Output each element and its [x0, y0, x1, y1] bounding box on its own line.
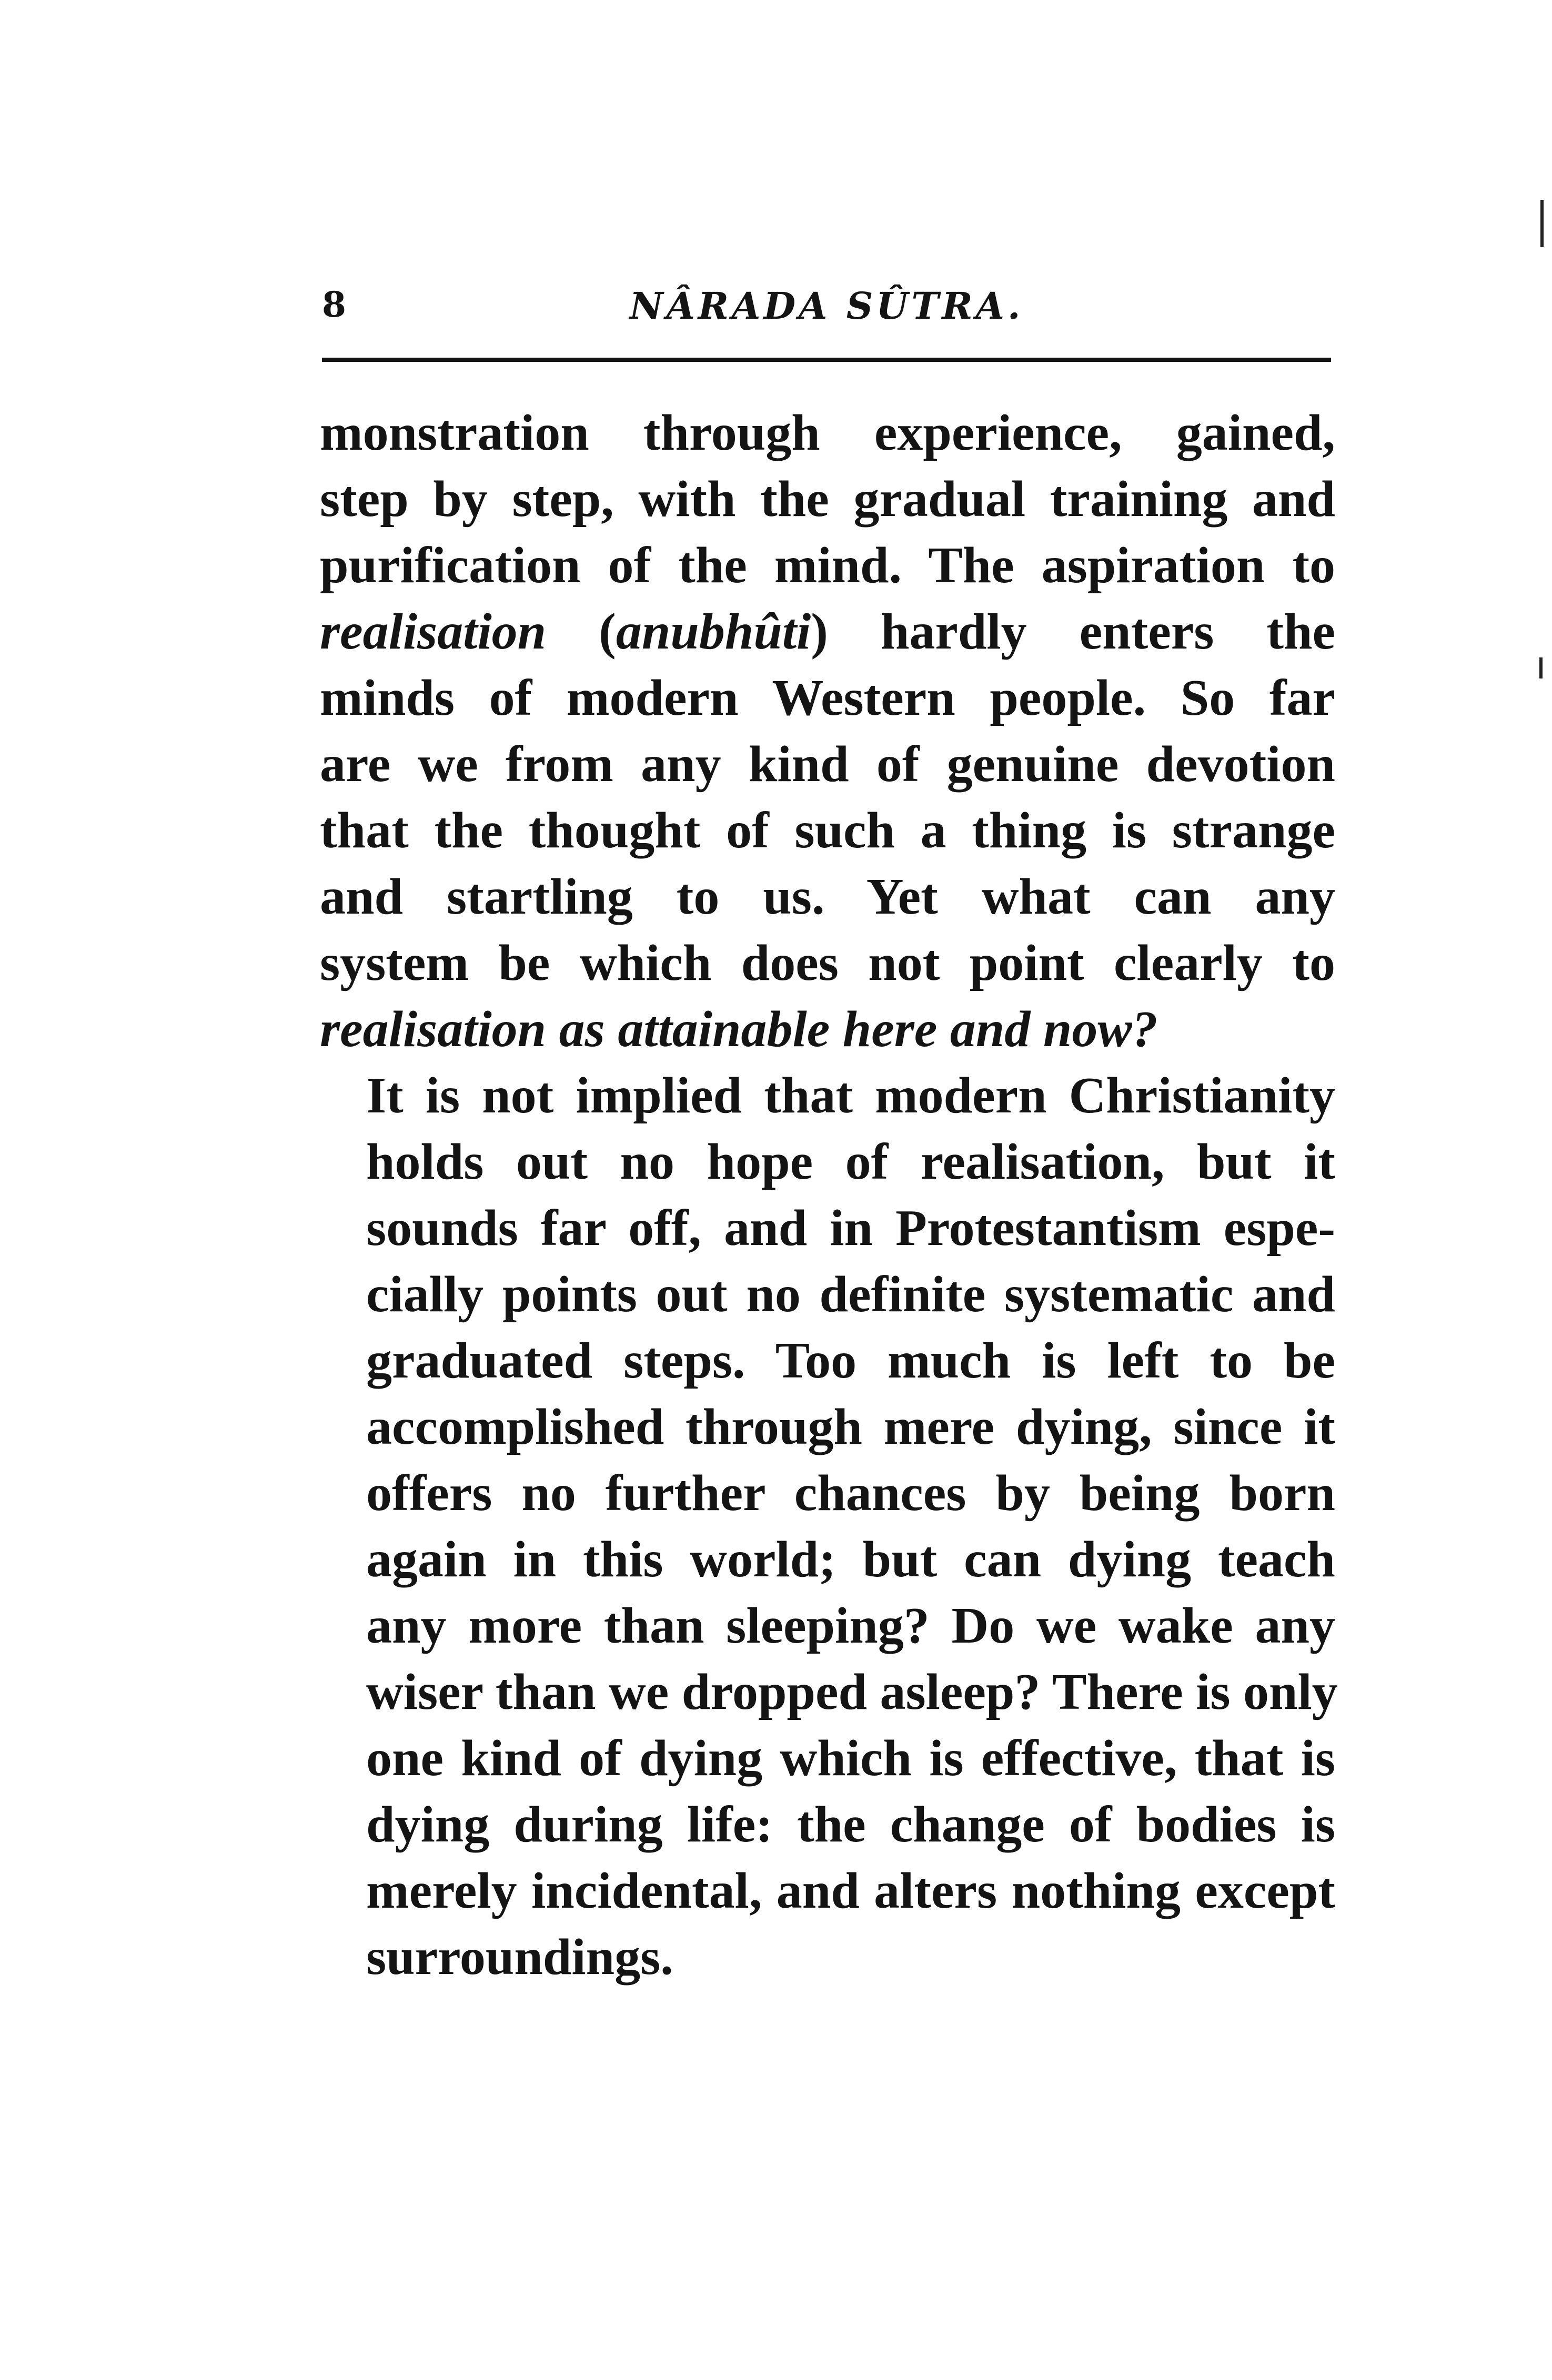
text-run: one kind of dying which is effective, that is — [366, 1730, 1335, 1787]
text-line — [320, 1659, 1338, 1725]
text-run: sounds far off, and in Protestantism espe- — [366, 1200, 1335, 1257]
page-number: 8 — [322, 284, 346, 325]
text-line — [320, 1858, 1335, 1924]
text-line — [320, 532, 1335, 599]
text-run: ) hardly enters the — [811, 603, 1335, 660]
italic-text: realisation — [320, 603, 547, 660]
text-line — [320, 1261, 1335, 1328]
italic-text: anubhûti — [616, 603, 811, 660]
scan-edge-mark — [1540, 200, 1544, 247]
paragraph — [320, 1062, 1338, 1990]
running-title: NÂRADA SÛTRA. — [629, 284, 1024, 328]
text-run: cially points out no definite systematic and — [366, 1266, 1335, 1323]
paragraph — [320, 400, 1335, 1062]
text-line — [320, 797, 1335, 864]
text-run: are we from any kind of genuine devotion — [320, 736, 1335, 793]
text-run: system be which does not point clearly to — [320, 935, 1335, 991]
text-run: surroundings. — [366, 1929, 673, 1986]
text-line — [320, 1328, 1335, 1394]
text-run: step by step, with the gradual training and — [320, 471, 1335, 528]
text-line — [320, 466, 1335, 532]
text-line — [320, 1062, 1335, 1129]
text-run: accomplished through mere dying, since it — [366, 1399, 1335, 1455]
text-run: graduated steps. Too much is left to be — [366, 1332, 1335, 1389]
body-text — [320, 400, 1338, 1990]
scan-edge-mark — [1539, 657, 1543, 678]
text-run: merely incidental, and alters nothing except — [366, 1862, 1335, 1919]
text-run: and startling to us. Yet what can any — [320, 868, 1335, 925]
text-line — [320, 1129, 1335, 1195]
text-line — [320, 1394, 1335, 1460]
text-run: offers no further chances by being born — [366, 1465, 1335, 1522]
text-run: monstration through experience, gained, — [320, 404, 1335, 461]
text-line — [320, 400, 1335, 466]
text-line — [320, 1924, 1335, 1990]
text-line — [320, 864, 1335, 930]
text-line — [320, 930, 1335, 996]
text-line — [320, 665, 1335, 731]
text-run: dying during life: the change of bodies is — [366, 1796, 1335, 1853]
text-run: minds of modern Western people. So far — [320, 670, 1335, 726]
text-line — [320, 599, 1335, 665]
text-run: purification of the mind. The aspiration to — [320, 537, 1335, 594]
text-run: ( — [546, 603, 616, 660]
text-line — [320, 1593, 1335, 1659]
text-line — [320, 996, 1335, 1062]
text-run: wiser than we dropped asleep? There is only — [366, 1664, 1338, 1720]
text-line — [320, 1526, 1335, 1593]
text-line — [320, 731, 1335, 797]
text-run: any more than sleeping? Do we wake any — [366, 1597, 1335, 1654]
italic-text: realisation as attainable here and now? — [320, 1001, 1158, 1058]
text-line — [320, 1725, 1335, 1791]
text-line — [320, 1460, 1335, 1526]
text-run: holds out no hope of realisation, but it — [366, 1133, 1335, 1190]
text-line — [320, 1195, 1335, 1261]
text-run: again in this world; but can dying teach — [366, 1531, 1335, 1588]
text-run: that the thought of such a thing is strange — [320, 802, 1335, 859]
page-header — [322, 284, 1331, 342]
header-rule — [322, 358, 1331, 362]
text-line — [320, 1791, 1335, 1858]
text-run: It is not implied that modern Christianity — [366, 1067, 1335, 1124]
